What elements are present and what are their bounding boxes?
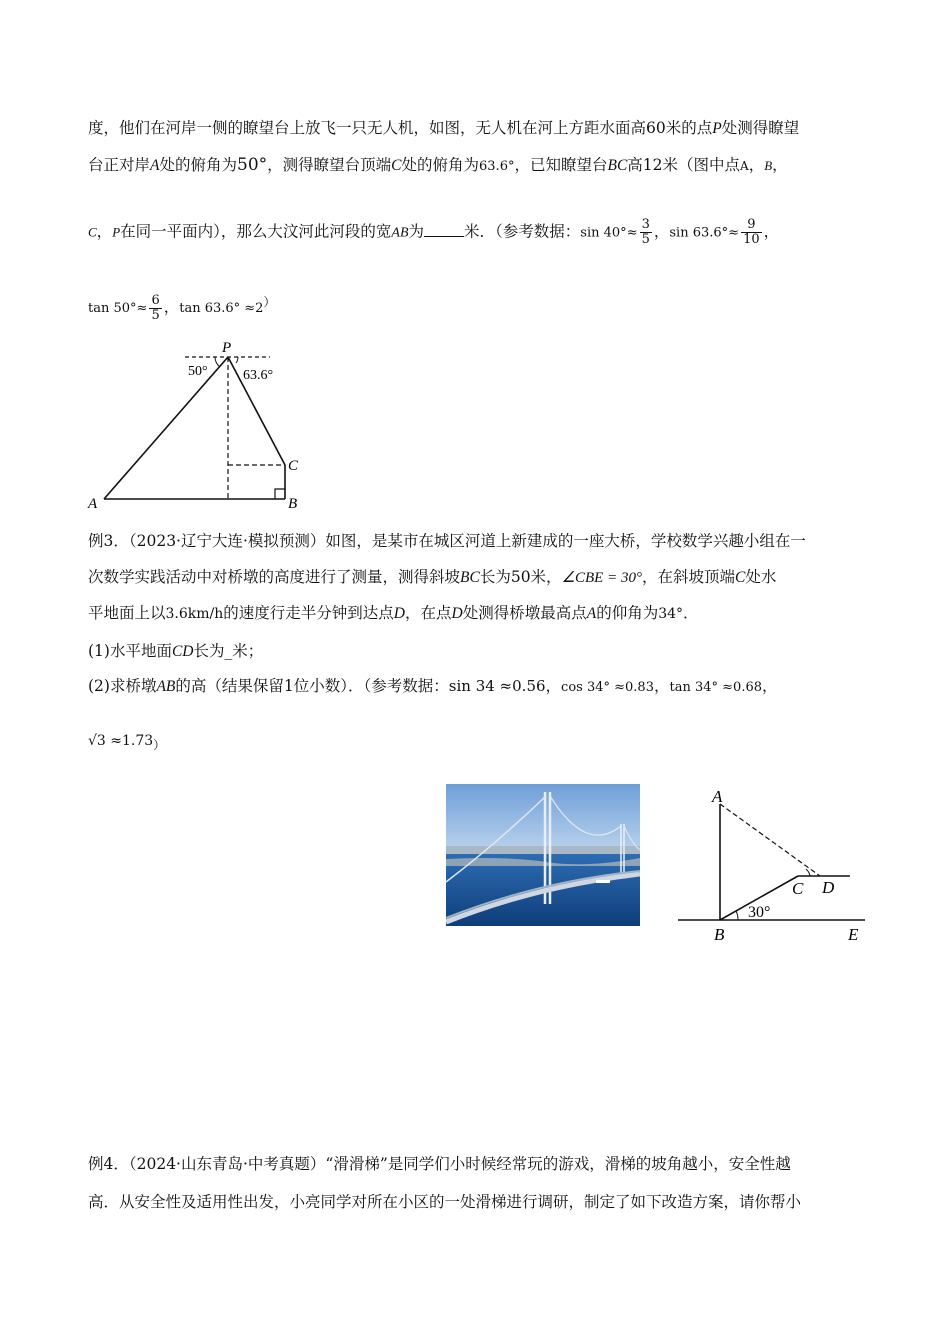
text: ≈ — [728, 225, 740, 241]
point-label-c: C — [792, 879, 804, 898]
point-label-a: A — [712, 787, 723, 806]
text-line — [88, 1154, 791, 1174]
text: ，测得瞭望台顶端 — [267, 156, 392, 174]
trig-expr: tan 63.6° ≈2 — [179, 301, 264, 317]
figure-triangle-p-a-b — [80, 330, 320, 520]
text: ， — [763, 222, 780, 241]
trig-expr: cos 34° ≈0.83 — [561, 680, 654, 695]
text-line — [88, 567, 776, 588]
point-label: B — [764, 158, 773, 173]
text: ，在点 — [405, 604, 452, 622]
angle-label-30: 30° — [748, 904, 771, 921]
angle-arc-34 — [806, 869, 810, 876]
text: 台正对岸 — [88, 156, 151, 174]
angle-label-50: 50° — [188, 364, 208, 379]
angle-label-63: 63.6° — [243, 368, 274, 383]
numerator: 6 — [151, 292, 160, 308]
text: 次数学实践活动中对桥墩的高度进行了测量，测得斜坡 — [88, 568, 461, 586]
text: ， — [163, 298, 180, 317]
text: 高．从安全性及适用性出发，小亮同学对所在小区的一处滑梯进行调研，制定了如下改造方案，请你帮小 — [88, 1193, 802, 1211]
text: 处水 — [745, 568, 777, 586]
point-label: P — [712, 120, 722, 137]
angle-value: 63.6° — [479, 159, 515, 174]
fraction — [640, 218, 652, 247]
question-text: 长为_米； — [193, 642, 264, 660]
point-label: D — [393, 605, 405, 622]
point-label-a: A — [88, 496, 98, 512]
segment-label: AB — [391, 225, 409, 241]
point-label-c: C — [288, 458, 299, 474]
text: 长为50米， — [479, 568, 562, 586]
text: 米．（参考数据： — [464, 222, 581, 241]
example-heading: 例3．（2023·辽宁大连·模拟预测）如图，是某市在城区河道上新建成的一座大桥，学校数学兴趣小组在一 — [88, 532, 806, 550]
segment-label: CD — [171, 643, 194, 660]
point-label-b: B — [288, 496, 298, 512]
text-line — [88, 218, 779, 247]
text: ，已知瞭望台 — [514, 156, 608, 174]
fraction — [741, 218, 762, 247]
numerator: 3 — [641, 217, 650, 232]
text-line — [88, 641, 263, 662]
text: ， — [748, 156, 765, 174]
point-label-d: D — [822, 878, 835, 897]
text-line — [88, 603, 699, 624]
question-text: 的高（结果保留1位小数）．（参考数据： — [175, 677, 449, 695]
point-label: D — [451, 605, 463, 622]
trig-expr: sin 63.6° — [669, 225, 729, 241]
angle-arc-30 — [736, 911, 738, 920]
angle-arc-50 — [215, 357, 220, 367]
text: 平地面上以 — [88, 604, 166, 622]
trig-expr: sin 40° — [580, 225, 627, 241]
text: ， — [653, 677, 670, 695]
segment-label: BC — [607, 157, 628, 174]
text: ， — [653, 222, 670, 241]
text-line — [88, 155, 788, 177]
sight-line-ad — [720, 804, 820, 876]
angle-value: 34° — [658, 606, 684, 622]
text-line — [88, 676, 778, 698]
point-label: C — [88, 224, 97, 240]
point-label-e: E — [848, 925, 859, 944]
text: 的速度行走半分钟到达点 — [223, 604, 394, 622]
denominator: 5 — [151, 307, 160, 323]
text: 处的俯角为 — [401, 156, 480, 174]
text: ， — [545, 677, 562, 695]
denominator: 10 — [743, 232, 760, 247]
text: 的仰角为 — [596, 604, 659, 622]
point-label: A — [586, 605, 597, 622]
angle-arc-63 — [236, 357, 238, 363]
point-label-p: P — [222, 340, 232, 356]
text: ， — [96, 222, 113, 241]
text-line — [88, 531, 806, 551]
point-label: C — [734, 569, 746, 586]
text: ） — [263, 295, 276, 309]
question-text: (2)求桥墩 — [88, 677, 157, 695]
example-heading: 例4．（2024·山东青岛·中考真题）“滑滑梯”是同学们小时候经常玩的游戏，滑梯的坡角越小，安全性越 — [88, 1155, 791, 1173]
angle-expr: ∠CBE = 30° — [561, 570, 642, 586]
figure-bridge-pier — [670, 784, 880, 954]
text-line — [88, 1192, 801, 1212]
trig-expr: tan 34° ≈0.68 — [669, 680, 762, 695]
answer-blank — [424, 222, 464, 237]
text: ， — [762, 677, 778, 695]
text: ≈ — [136, 301, 148, 317]
right-angle-mark — [275, 489, 285, 499]
sqrt-expr: √3 ≈1.73 — [88, 733, 154, 749]
fraction — [149, 294, 161, 323]
segment-pa — [104, 357, 228, 499]
denominator: 5 — [641, 232, 650, 247]
text-line — [88, 730, 165, 755]
text-line — [88, 118, 799, 139]
angle-value: 50° — [237, 155, 268, 175]
bridge-photo — [446, 784, 640, 926]
text: 在同一平面内），那么大汶河此河段的宽 — [120, 222, 392, 241]
text: 处的俯角为 — [159, 156, 237, 174]
numerator: 9 — [741, 218, 762, 233]
point-label: A — [150, 157, 160, 174]
text: 为 — [408, 222, 425, 241]
bridge-illustration — [446, 784, 640, 926]
text: ． — [683, 604, 699, 622]
text: 高12米（图中点 — [627, 156, 741, 174]
point-label: P — [112, 224, 121, 240]
text: 处测得瞭望 — [721, 119, 800, 137]
text: ） — [153, 738, 166, 753]
text: 处测得桥墩最高点 — [462, 604, 587, 622]
text: ， — [772, 156, 788, 174]
text-line — [88, 292, 275, 323]
segment-label: BC — [460, 569, 480, 586]
text: ≈ — [626, 225, 638, 241]
point-label: C — [391, 157, 402, 174]
text: ，在斜坡顶端 — [641, 568, 735, 586]
trig-expr: sin 34 ≈0.56 — [448, 677, 546, 695]
question-text: (1)水平地面 — [88, 642, 172, 660]
speed-value: 3.6km/h — [165, 606, 224, 622]
point-label-b: B — [714, 925, 725, 944]
point-label: A — [740, 159, 749, 173]
text: 度，他们在河岸一侧的瞭望台上放飞一只无人机，如图，无人机在河上方距水面高60米的点 — [88, 119, 713, 137]
segment-label: AB — [156, 678, 176, 695]
trig-expr: tan 50° — [88, 301, 137, 317]
